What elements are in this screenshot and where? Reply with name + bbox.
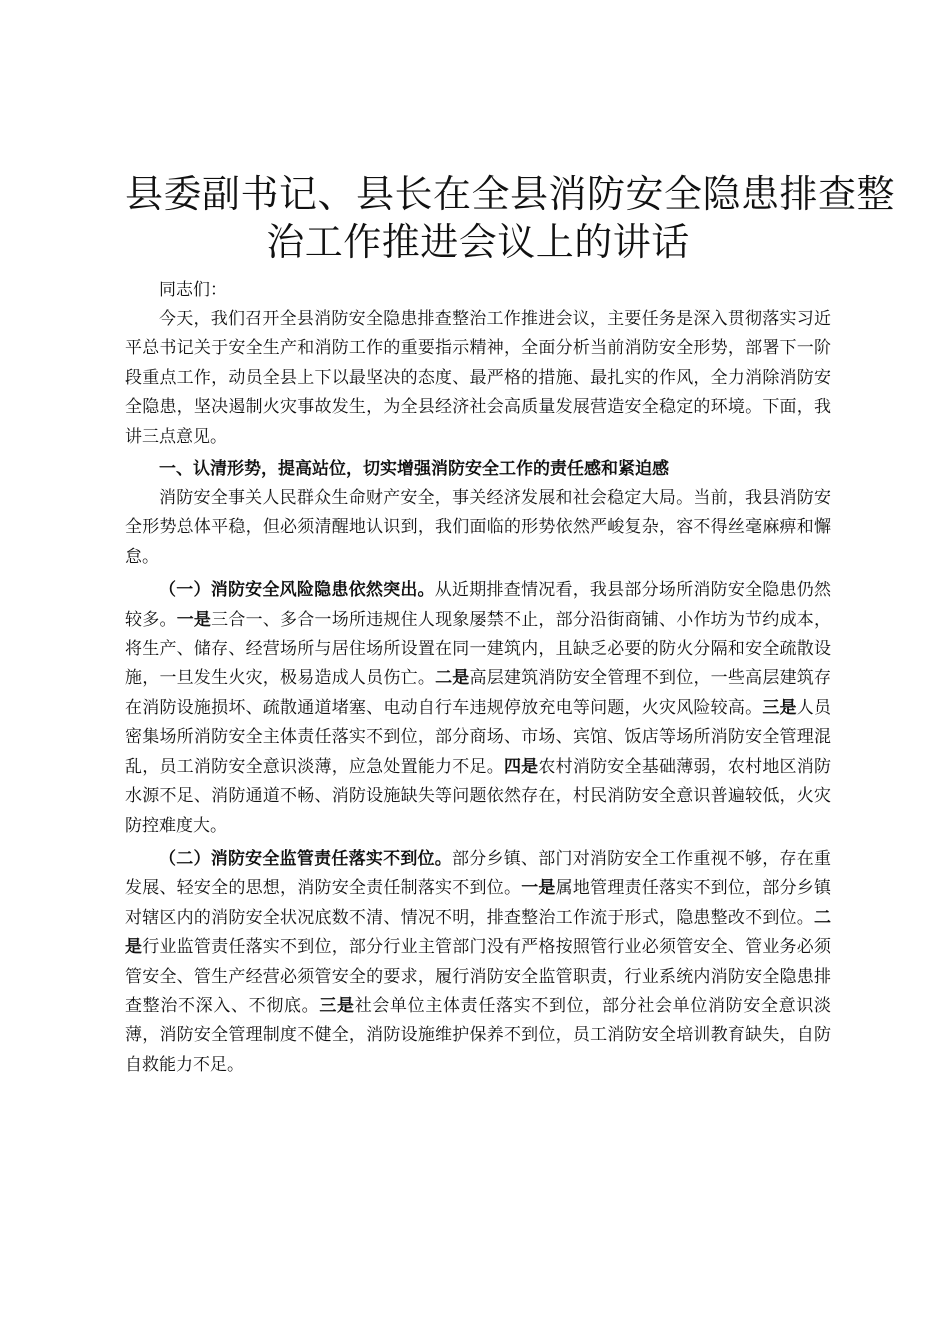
point-text: 高层建筑消防安全管理不到位，一些高层建筑存在消防设施损坏、疏散通道堵塞、电动自行车违规停放充电等问题，火灾风险较高。 xyxy=(125,668,832,718)
subsection-2-paragraph xyxy=(125,845,831,1080)
intro-paragraph: 今天，我们召开全县消防安全隐患排查整治工作推进会议，主要任务是深入贯彻落实习近平总书记关于安全生产和消防工作的重要指示精神，全面分析当前消防安全形势，部署下一阶段重点工作，动员全县上下以最坚决的态度、最严格的措施、最扎实的作风，全力消除消防安全隐患，坚决遏制火灾事故发生，为全县经济社会高质量发展营造安全稳定的环境。下面，我讲三点意见。 xyxy=(125,309,831,447)
subsection-1-lead: （一）消防安全风险隐患依然突出。 xyxy=(159,580,435,601)
document-title xyxy=(125,170,896,266)
greeting: 同志们： xyxy=(159,280,227,300)
section-1-heading: 一、认清形势，提高站位，切实增强消防安全工作的责任感和紧迫感 xyxy=(159,459,669,480)
point-text: 行业监管责任落实不到位，部分行业主管部门没有严格按照管行业必须管安全、管业务必须管安全、管生产经营必须管安全的要求，履行消防安全监管职责，行业系统内消防安全隐患排查整治不深入、不彻底。 xyxy=(125,937,832,1016)
point-text: 属地管理责任落实不到位，部分乡镇对辖区内的消防安全状况底数不清、情况不明，排查整治工作流于形式，隐患整改不到位。 xyxy=(125,878,832,928)
point-marker: 一是 xyxy=(521,878,556,899)
document-page xyxy=(125,170,896,1080)
subsection-2-lead: （二）消防安全监管责任落实不到位。 xyxy=(159,848,453,869)
subsection-1-text: 从近期排查情况看，我县部分场所消防安全隐患仍然较多。 xyxy=(125,580,832,630)
point-marker: 二是 xyxy=(125,907,831,958)
point-text: 农村消防安全基础薄弱，农村地区消防水源不足、消防通道不畅、消防设施缺失等问题依然存在，村民消防安全意识普遍较低，火灾防控难度大。 xyxy=(125,756,832,836)
point-text: 社会单位主体责任落实不到位，部分社会单位消防安全意识淡薄，消防安全管理制度不健全，消防设施维护保养不到位，员工消防安全培训教育缺失，自防自救能力不足。 xyxy=(125,995,832,1075)
point-marker: 二是 xyxy=(435,668,470,689)
point-marker: 三是 xyxy=(319,995,355,1016)
subsection-1-paragraph xyxy=(125,576,831,841)
point-text: 人员密集场所消防安全主体责任落实不到位，部分商场、市场、宾馆、饭店等场所消防安全管理混乱，员工消防安全意识淡薄，应急处置能力不足。 xyxy=(125,697,832,777)
subsection-2-text: 部分乡镇、部门对消防安全工作重视不够，存在重发展、轻安全的思想，消防安全责任制落实不到位。 xyxy=(125,848,832,899)
section-1-paragraph: 消防安全事关人民群众生命财产安全，事关经济发展和社会稳定大局。当前，我县消防安全形势总体平稳，但必须清醒地认识到，我们面临的形势依然严峻复杂，容不得丝毫麻痹和懈怠。 xyxy=(125,488,831,567)
point-marker: 一是 xyxy=(176,609,212,630)
point-text: 三合一、多合一场所违规住人现象屡禁不止，部分沿街商铺、小作坊为节约成本，将生产、储存、经营场所与居住场所设置在同一建筑内，且缺乏必要的防火分隔和安全疏散设施，一旦发生火灾，极易造成人员伤亡。 xyxy=(125,609,832,689)
point-marker: 三是 xyxy=(762,697,797,718)
title-line-2: 治工作推进会议上的讲话 xyxy=(266,220,690,264)
title-line-1: 县委副书记、县长在全县消防安全隐患排查整 xyxy=(125,172,896,216)
point-marker: 四是 xyxy=(503,756,539,777)
